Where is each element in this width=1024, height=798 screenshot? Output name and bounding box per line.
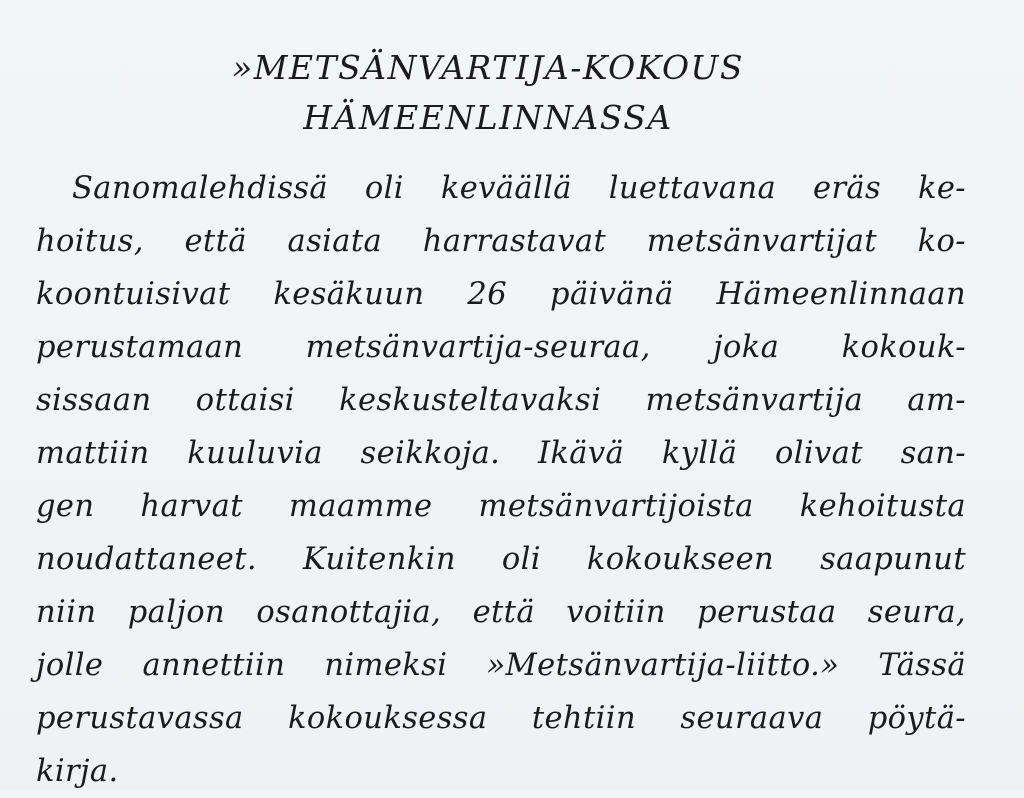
body-line: Sanomalehdissä oli keväällä luettavana eräs ke- xyxy=(72,171,966,206)
body-line: niin paljon osanottajia, että voitiin perustaa seura, xyxy=(36,595,966,630)
article-heading-line-1: »METSÄNVARTIJA-KOKOUS xyxy=(232,48,744,87)
article-body xyxy=(36,162,966,798)
body-line: kirja. xyxy=(36,754,119,789)
body-line: hoitus, että asiata harrastavat metsänvartijat ko- xyxy=(36,224,966,259)
body-line: perustamaan metsänvartija-seuraa, joka kokouk- xyxy=(36,330,966,365)
body-line: perustavassa kokouksessa tehtiin seuraava pöytä- xyxy=(36,701,966,736)
body-line: noudattaneet. Kuitenkin oli kokoukseen saapunut xyxy=(36,542,966,577)
body-line: sissaan ottaisi keskusteltavaksi metsänvartija am- xyxy=(36,383,966,418)
body-line: gen harvat maamme metsänvartijoista kehoitusta xyxy=(36,489,966,524)
body-line: koontuisivat kesäkuun 26 päivänä Hämeenlinnaan xyxy=(36,277,966,312)
article-heading-line-2: HÄMEENLINNASSA xyxy=(303,98,673,137)
body-line: mattiin kuuluvia seikkoja. Ikävä kyllä olivat san- xyxy=(36,436,966,471)
body-line: jolle annettiin nimeksi »Metsänvartija-liitto.» Tässä xyxy=(36,648,966,683)
